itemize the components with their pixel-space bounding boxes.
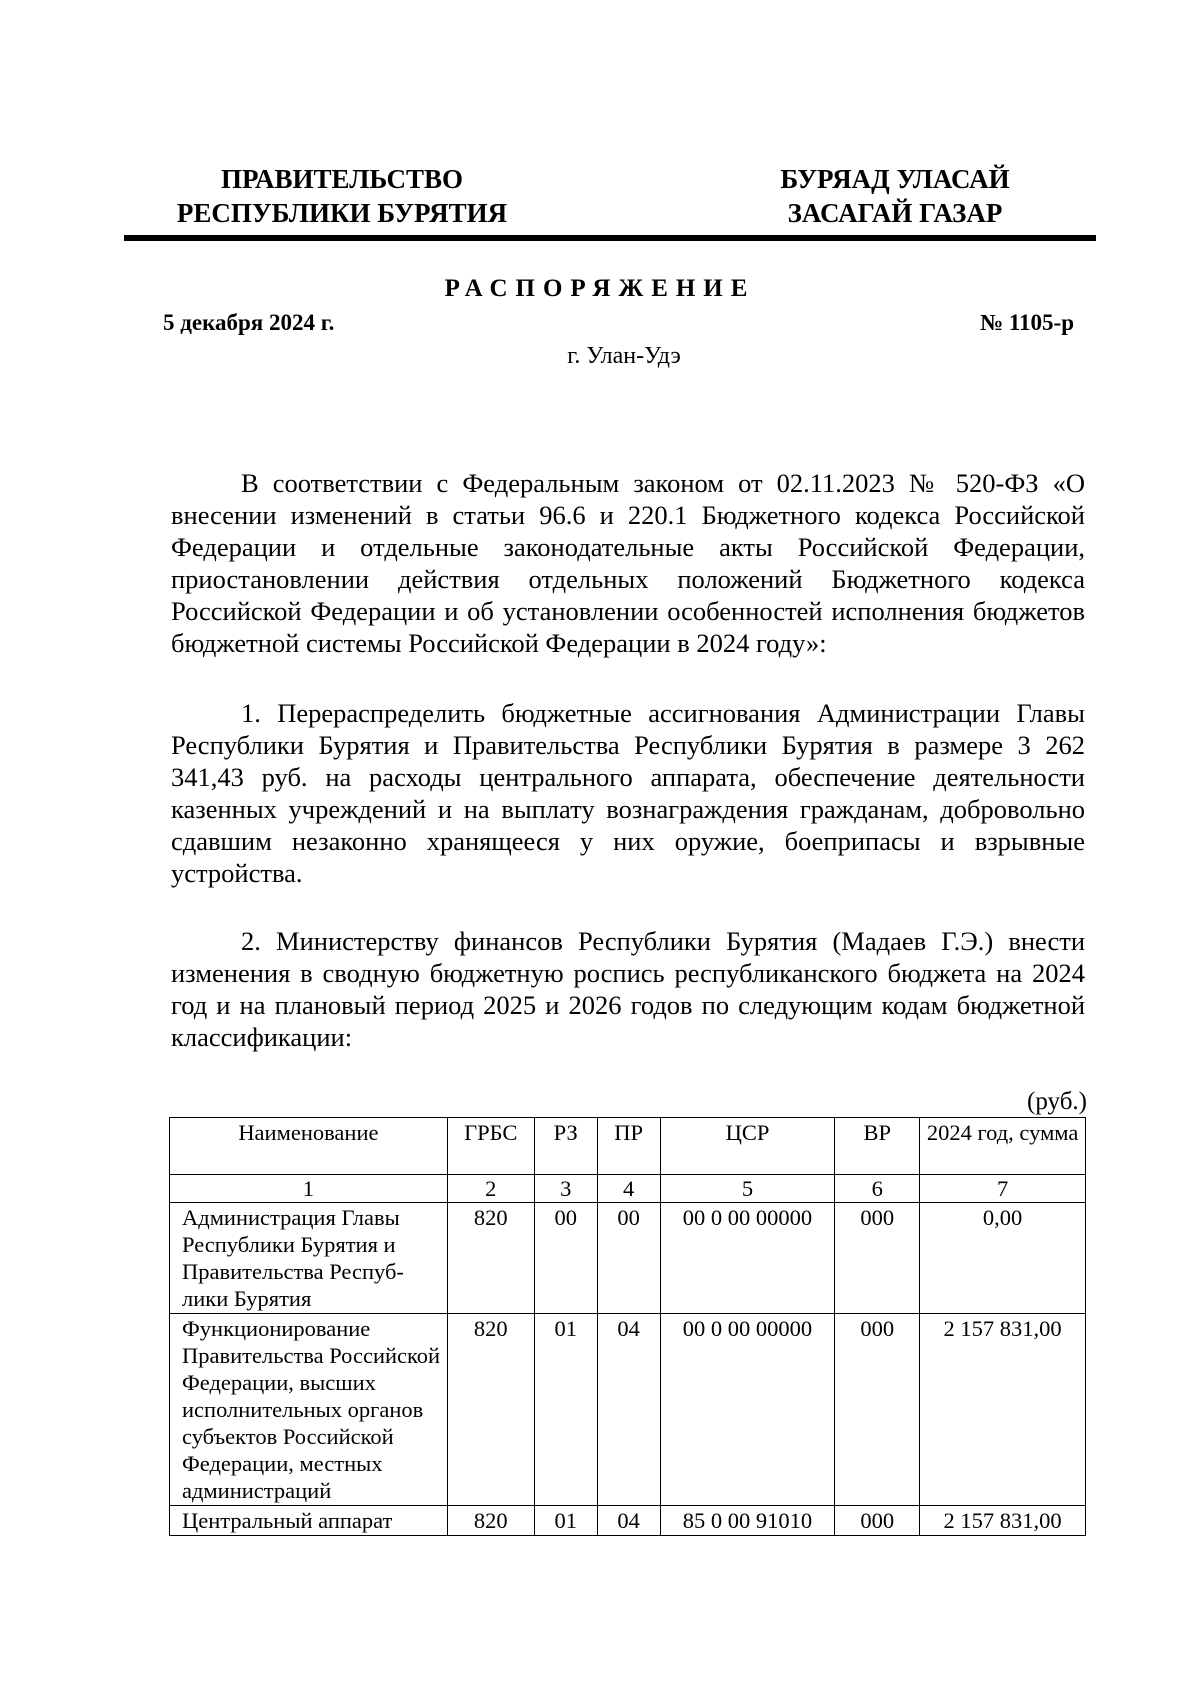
header-divider [124, 235, 1096, 241]
cell-sum: 0,00 [920, 1203, 1086, 1314]
column-index: 5 [660, 1175, 835, 1203]
column-header: Наименование [170, 1118, 448, 1175]
document-number: № 1105-р [979, 310, 1074, 335]
table-row [170, 1203, 1086, 1314]
column-header: ВР [835, 1118, 920, 1175]
cell-name: Центральный аппарат [170, 1506, 448, 1536]
cell-name: Функционирование Правительства Российской Федерации, высших исполнительных органов субъектов Российской Федерации, местных администраций [170, 1314, 448, 1506]
cell-name: Администрация Главы Республики Бурятия и Правительства Республики Бурятия [170, 1203, 448, 1314]
cell-csr: 00 0 00 00000 [660, 1314, 835, 1506]
column-index: 6 [835, 1175, 920, 1203]
document-city: г. Улан-Удэ [567, 343, 681, 369]
column-header: 2024 год, сумма [920, 1118, 1086, 1175]
column-index: 1 [170, 1175, 448, 1203]
org-name-line: РЕСПУБЛИКИ БУРЯТИЯ [176, 198, 508, 228]
org-name-russian [152, 162, 532, 230]
column-header: ГРБС [447, 1118, 534, 1175]
cell-rz: 01 [534, 1506, 597, 1536]
org-name-buryat [735, 162, 1055, 230]
cell-rz: 00 [534, 1203, 597, 1314]
cell-vr: 000 [835, 1506, 920, 1536]
cell-sum: 2 157 831,00 [920, 1506, 1086, 1536]
column-header: ПР [597, 1118, 660, 1175]
org-name-line: ЗАСАГАЙ ГАЗАР [787, 198, 1003, 228]
column-index: 3 [534, 1175, 597, 1203]
cell-csr: 00 0 00 00000 [660, 1203, 835, 1314]
currency-unit: (руб.) [1027, 1088, 1087, 1115]
cell-rz: 01 [534, 1314, 597, 1506]
table-row [170, 1314, 1086, 1506]
preamble-paragraph: В соответствии с Федеральным законом от 02.11.2023 № 520-ФЗ «О внесении изменений в статьи 96.6 и 220.1 Бюджетного кодекса Российской Федерации и отдельные законодательные акты Российской Федерации, приостановлении действия отдельных положений Бюджетного кодекса Российской Федерации и об установлении особенностей исполнения бюджетов бюджетной системы Российской Федерации в 2024 году»: [171, 468, 1085, 658]
column-index: 2 [447, 1175, 534, 1203]
column-index-row [170, 1175, 1086, 1203]
cell-grbs: 820 [447, 1506, 534, 1536]
org-name-line: БУРЯАД УЛАСАЙ [780, 164, 1010, 194]
cell-pr: 04 [597, 1314, 660, 1506]
cell-pr: 00 [597, 1203, 660, 1314]
cell-grbs: 820 [447, 1314, 534, 1506]
column-index: 4 [597, 1175, 660, 1203]
table-row [170, 1506, 1086, 1536]
column-header: РЗ [534, 1118, 597, 1175]
cell-csr: 85 0 00 91010 [660, 1506, 835, 1536]
column-header: ЦСР [660, 1118, 835, 1175]
cell-vr: 000 [835, 1314, 920, 1506]
document-type-title: РАСПОРЯЖЕНИЕ [444, 275, 756, 302]
budget-table [169, 1117, 1086, 1536]
item-1-paragraph: 1. Перераспределить бюджетные ассигнования Администрации Главы Республики Бурятия и Правительства Республики Бурятия в размере 3 262 341,43 руб. на расходы центрального аппарата, обеспечение деятельности казенных учреждений и на выплату вознаграждения гражданам, добровольно сдавшим незаконно хранящееся у них оружие, боеприпасы и взрывные устройства. [171, 698, 1085, 888]
item-2-paragraph: 2. Министерству финансов Республики Бурятия (Мадаев Г.Э.) внести изменения в сводную бюджетную роспись республиканского бюджета на 2024 год и на плановый период 2025 и 2026 годов по следующим кодам бюджетной классификации: [171, 926, 1085, 1052]
column-index: 7 [920, 1175, 1086, 1203]
cell-pr: 04 [597, 1506, 660, 1536]
cell-grbs: 820 [447, 1203, 534, 1314]
cell-vr: 000 [835, 1203, 920, 1314]
table-header-row [170, 1118, 1086, 1175]
document-date: 5 декабря 2024 г. [163, 310, 335, 335]
cell-sum: 2 157 831,00 [920, 1314, 1086, 1506]
org-name-line: ПРАВИТЕЛЬСТВО [220, 164, 464, 194]
